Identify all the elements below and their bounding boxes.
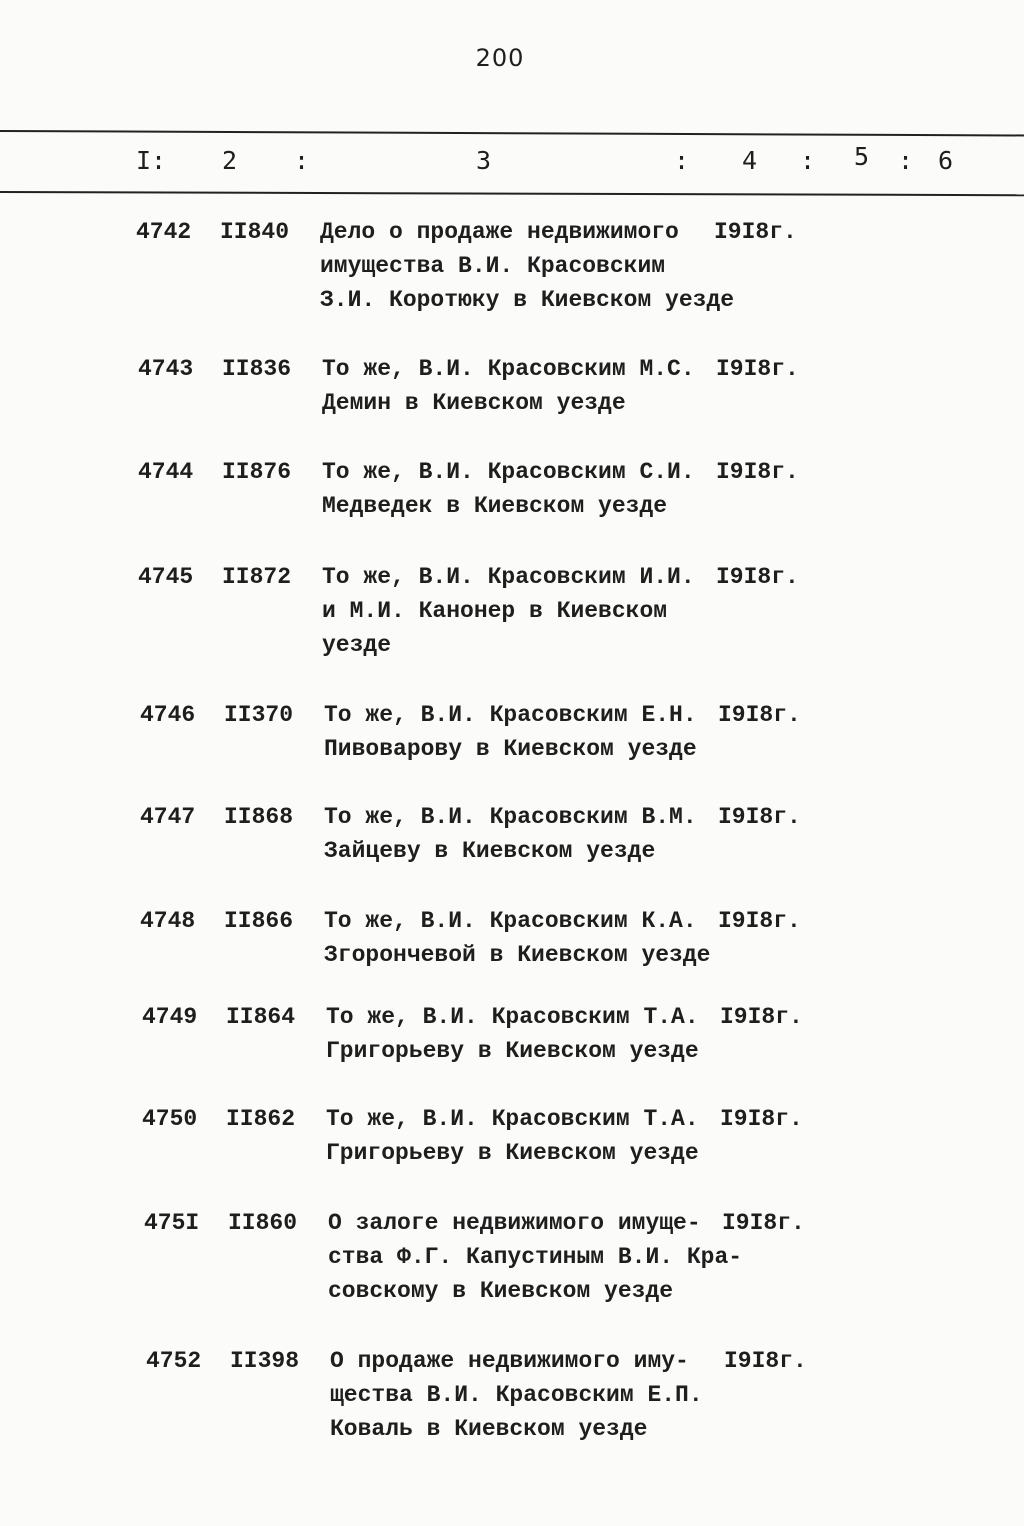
entry-description <box>324 904 710 972</box>
entry-number: 4744 <box>138 459 194 485</box>
archive-number: II840 <box>220 219 290 245</box>
archive-number: II398 <box>230 1348 300 1374</box>
archive-number: II836 <box>222 356 292 382</box>
archive-number: II876 <box>222 459 292 485</box>
archive-number: II370 <box>224 702 294 728</box>
description-line: То же, В.И. Красовским Т.А. <box>326 1106 699 1132</box>
entry-number: 4747 <box>140 804 196 830</box>
column-separator: : <box>800 146 816 175</box>
column-header-2: 2 <box>222 146 238 175</box>
description-line: Демин в Киевском уезде <box>322 390 626 416</box>
archive-number: II872 <box>222 564 292 590</box>
description-line: То же, В.И. Красовским Е.Н. <box>324 702 697 728</box>
entry-year: I9I8г. <box>720 1004 803 1030</box>
header-top-rule <box>0 130 1024 136</box>
entry-number: 4750 <box>142 1106 198 1132</box>
entry-description <box>328 1206 742 1308</box>
entry-year: I9I8г. <box>716 459 799 485</box>
entry-year: I9I8г. <box>722 1210 805 1236</box>
description-line: То же, В.И. Красовским М.С. <box>322 356 695 382</box>
description-line: То же, В.И. Красовским С.И. <box>322 459 695 485</box>
entry-description <box>322 352 695 420</box>
column-header-4: 4 <box>742 146 758 175</box>
entry-year: I9I8г. <box>714 219 797 245</box>
description-line: Григорьеву в Киевском уезде <box>326 1038 699 1064</box>
entry-number: 4743 <box>138 356 194 382</box>
description-line: Зайцеву в Киевском уезде <box>324 838 656 864</box>
entry-number: 475I <box>144 1210 200 1236</box>
page-number: 200 <box>475 44 525 72</box>
column-header-3: 3 <box>476 146 492 175</box>
entry-number: 4742 <box>136 219 192 245</box>
description-line: О продаже недвижимого иму- <box>330 1348 689 1374</box>
description-line: То же, В.И. Красовским И.И. <box>322 564 695 590</box>
entry-number: 4749 <box>142 1004 198 1030</box>
entry-description <box>324 800 697 868</box>
column-separator: : <box>674 146 690 175</box>
header-bottom-rule <box>0 191 1024 196</box>
archive-number: II864 <box>226 1004 296 1030</box>
entry-year: I9I8г. <box>724 1348 807 1374</box>
description-line: ства Ф.Г. Капустиным В.И. Кра- <box>328 1244 743 1270</box>
entry-year: I9I8г. <box>720 1106 803 1132</box>
column-header-1: I: <box>136 146 167 175</box>
description-line: Коваль в Киевском уезде <box>330 1416 648 1442</box>
entry-description <box>320 215 734 317</box>
entry-description <box>322 560 695 662</box>
description-line: То же, В.И. Красовским В.М. <box>324 804 697 830</box>
entry-year: I9I8г. <box>718 908 801 934</box>
column-header-6: 6 <box>938 146 954 175</box>
entry-year: I9I8г. <box>718 702 801 728</box>
archive-number: II868 <box>224 804 294 830</box>
description-line: щества В.И. Красовским Е.П. <box>330 1382 703 1408</box>
description-line: З.И. Коротюку в Киевском уезде <box>320 287 735 313</box>
column-separator: : <box>294 146 310 175</box>
entry-number: 4745 <box>138 564 194 590</box>
entry-number: 4746 <box>140 702 196 728</box>
description-line: О залоге недвижимого имуще- <box>328 1210 701 1236</box>
column-header-5: 5 <box>854 142 870 171</box>
description-line: имущества В.И. Красовским <box>320 253 666 279</box>
entry-description <box>322 455 695 523</box>
entry-number: 4752 <box>146 1348 202 1374</box>
archive-number: II862 <box>226 1106 296 1132</box>
description-line: Згорончевой в Киевском уезде <box>324 942 711 968</box>
description-line: Григорьеву в Киевском уезде <box>326 1140 699 1166</box>
entry-year: I9I8г. <box>718 804 801 830</box>
entry-number: 4748 <box>140 908 196 934</box>
column-separator: : <box>898 146 914 175</box>
entry-year: I9I8г. <box>716 564 799 590</box>
description-line: Пивоварову в Киевском уезде <box>324 736 697 762</box>
description-line: Дело о продаже недвижимого <box>320 219 679 245</box>
description-line: То же, В.И. Красовским К.А. <box>324 908 697 934</box>
description-line: То же, В.И. Красовским Т.А. <box>326 1004 699 1030</box>
entry-description <box>326 1000 699 1068</box>
entry-year: I9I8г. <box>716 356 799 382</box>
entry-description <box>330 1344 703 1446</box>
description-line: Медведек в Киевском уезде <box>322 493 668 519</box>
archive-number: II860 <box>228 1210 298 1236</box>
entry-description <box>326 1102 699 1170</box>
archive-number: II866 <box>224 908 294 934</box>
description-line: совскому в Киевском уезде <box>328 1278 674 1304</box>
description-line: и М.И. Канонер в Киевском <box>322 598 668 624</box>
entry-description <box>324 698 697 766</box>
description-line: уезде <box>322 632 392 658</box>
